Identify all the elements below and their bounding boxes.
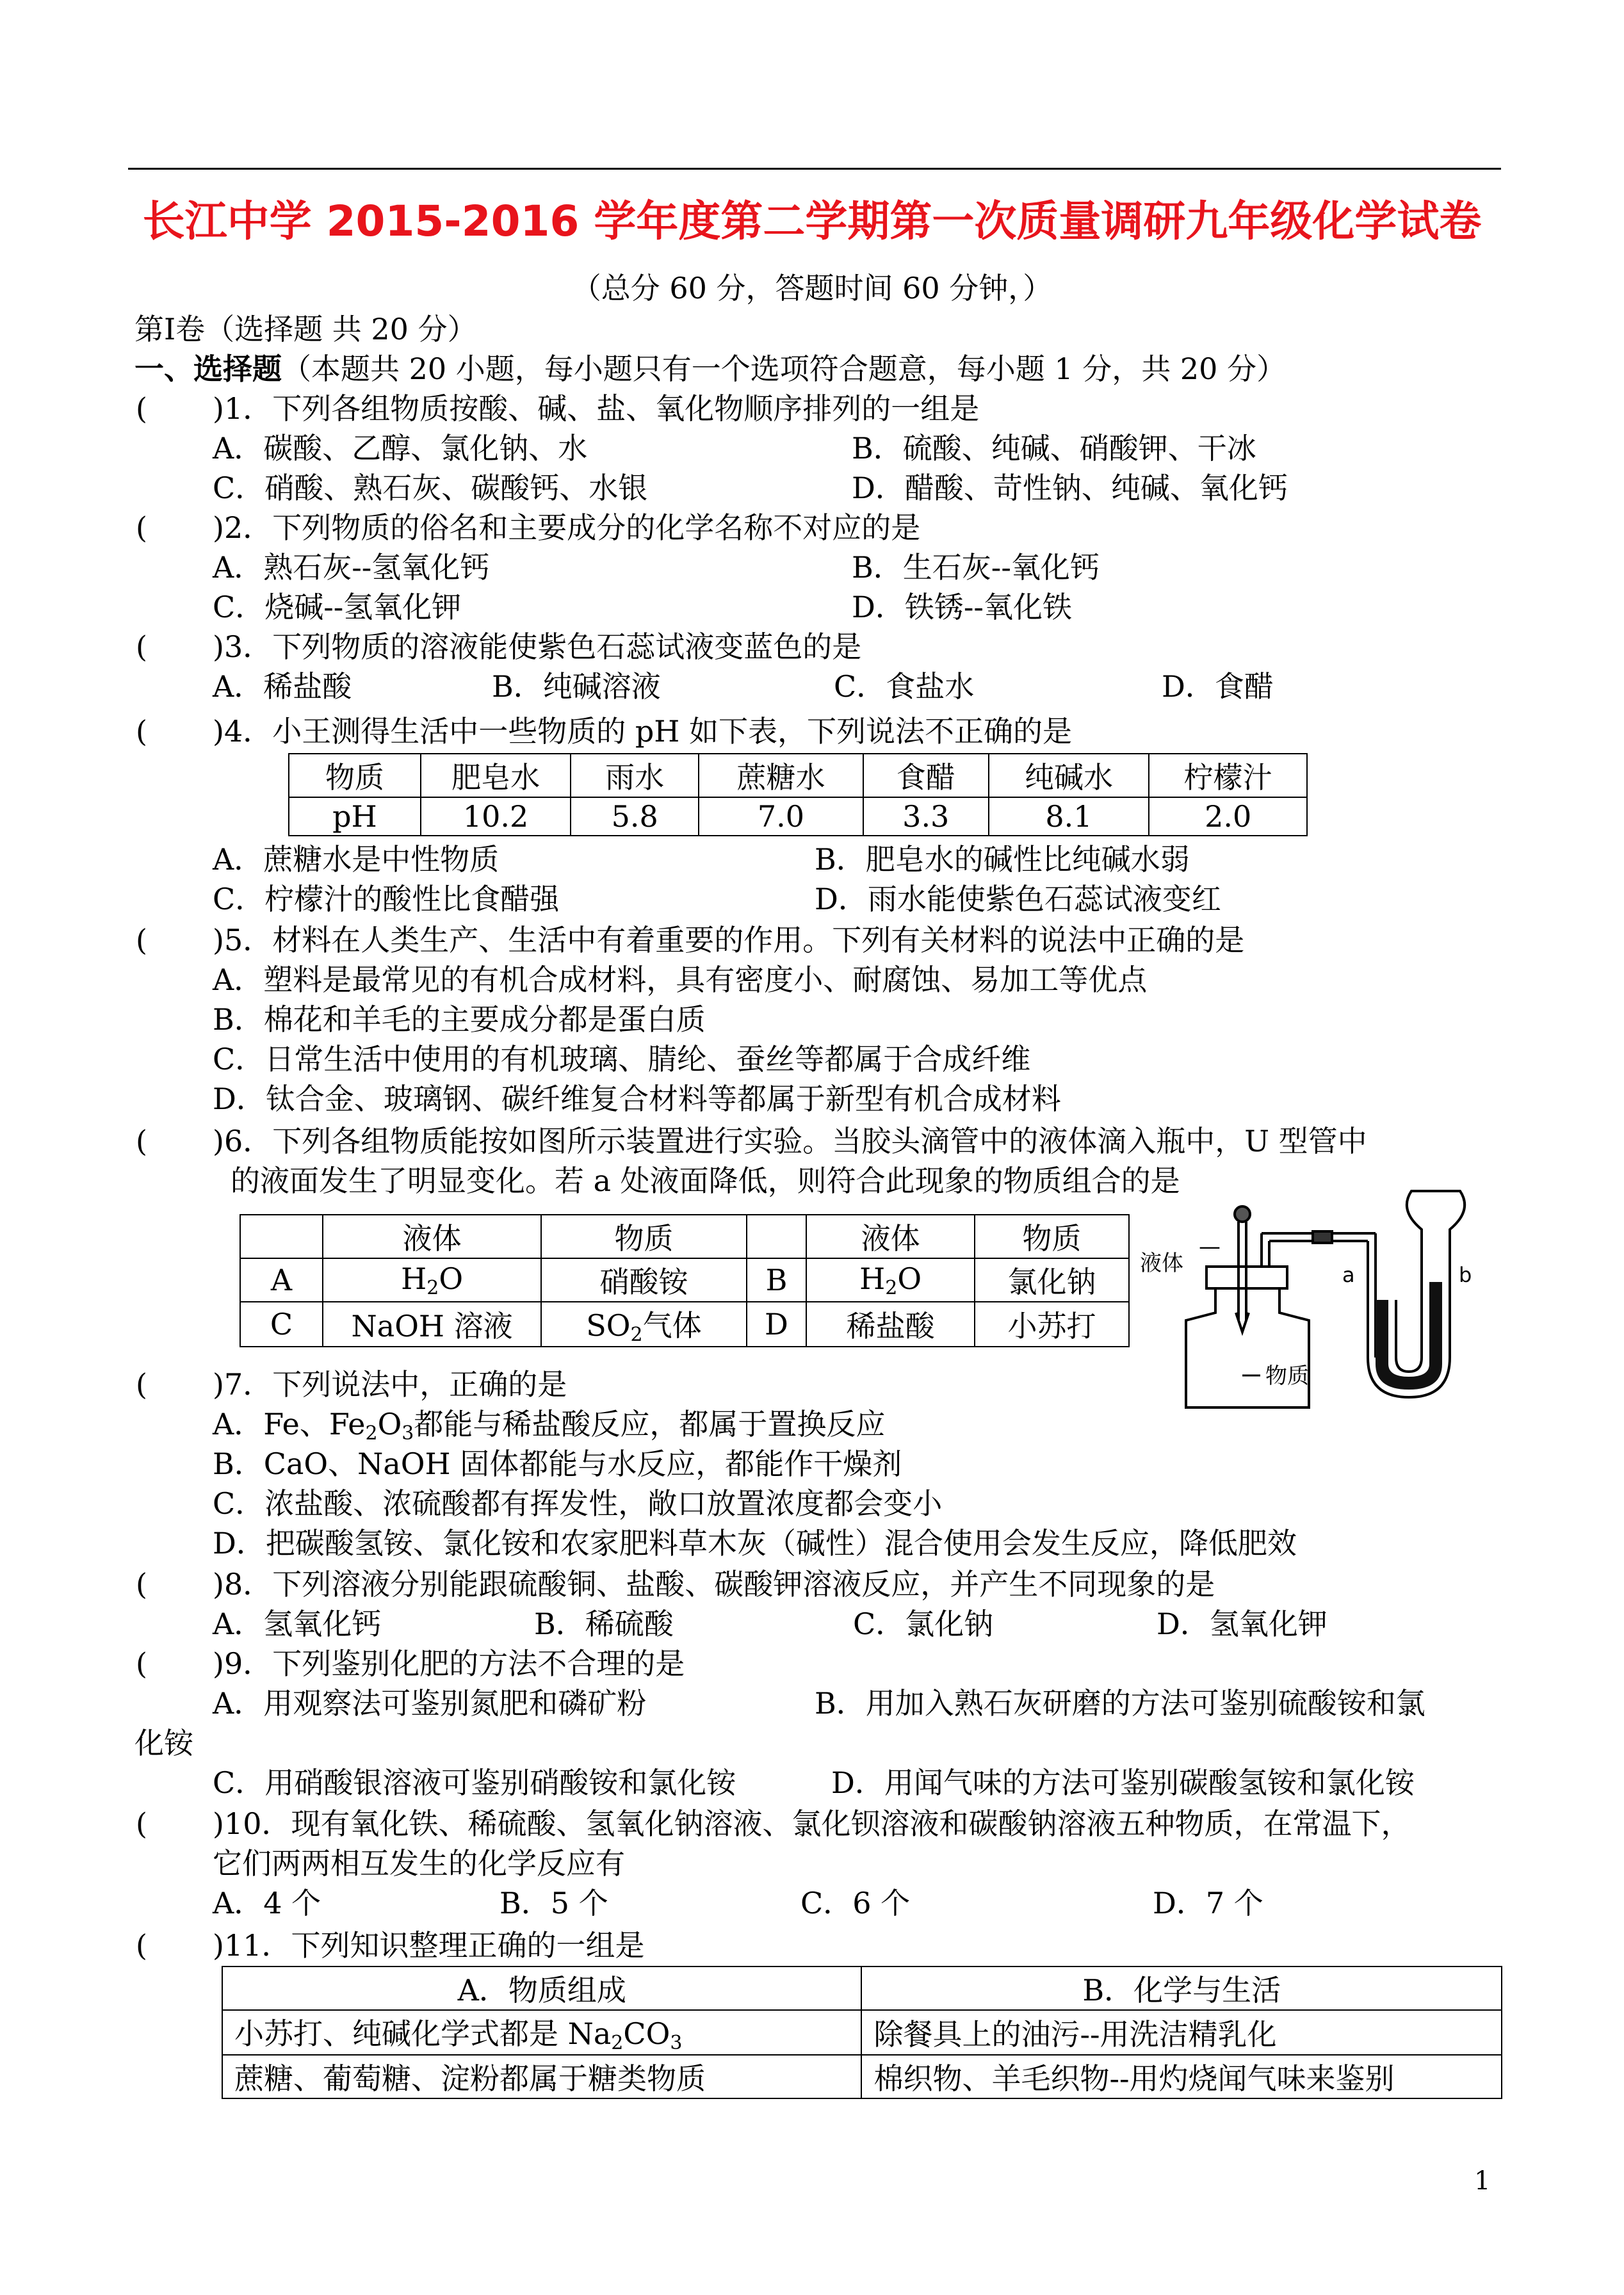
part-title: 一、选择题 <box>134 352 282 386</box>
table-cell: 3.3 <box>863 797 989 836</box>
table-row <box>240 1302 1129 1347</box>
q8-option-c: C．氯化钠 <box>853 1607 994 1641</box>
table-cell: 液体 <box>323 1215 541 1258</box>
q9-option-c: C．用硝酸银溶液可鉴别硝酸铵和氯化铵 <box>213 1765 736 1800</box>
table-cell: 小苏打、纯碱化学式都是 $Na_2CO_3$ <box>222 2010 861 2055</box>
q10-option-a: A．4 个 <box>213 1886 321 1920</box>
table-cell: 氯化钠 <box>975 1258 1129 1302</box>
table-cell: 物质 <box>975 1215 1129 1258</box>
page-number: 1 <box>1474 2166 1491 2196</box>
table-cell: 雨水 <box>571 754 699 797</box>
q5-stem: )5．材料在人类生产、生活中有着重要的作用。下列有关材料的说法中正确的是 <box>213 923 1245 957</box>
exam-title: 长江中学 2015-2016 学年度第二学期第一次质量调研九年级化学试卷 <box>142 197 1482 246</box>
table-cell: $H_2O$ <box>323 1258 541 1302</box>
table-cell <box>240 1215 323 1258</box>
q1-option-d: D．醋酸、苛性钠、纯碱、氧化钙 <box>852 471 1288 505</box>
table-cell <box>747 1215 806 1258</box>
table-cell: 物质 <box>289 754 421 797</box>
q2-option-b: B．生石灰--氧化钙 <box>852 550 1100 585</box>
table-row <box>240 1215 1129 1258</box>
q2-option-a: A．熟石灰--氢氧化钙 <box>213 550 490 585</box>
answer-paren: ( <box>136 714 147 749</box>
table-row <box>289 754 1307 797</box>
q11-stem: )11．下列知识整理正确的一组是 <box>213 1928 645 1963</box>
table-cell: B．化学与生活 <box>861 1967 1502 2010</box>
q10-option-b: B．5 个 <box>499 1886 608 1920</box>
q1-stem: )1．下列各组物质按酸、碱、盐、氧化物顺序排列的一组是 <box>213 391 980 426</box>
q1-option-b: B．硫酸、纯碱、硝酸钾、干冰 <box>852 431 1256 466</box>
answer-paren: ( <box>136 629 147 664</box>
q7-option-d: D．把碳酸氢铵、氯化铵和农家肥料草木灰（碱性）混合使用会发生反应，降低肥效 <box>213 1526 1297 1561</box>
q10-stem-line2: 它们两两相互发生的化学反应有 <box>213 1846 625 1881</box>
q7-option-c: C．浓盐酸、浓硫酸都有挥发性，敞口放置浓度都会变小 <box>213 1486 943 1521</box>
table-cell: 柠檬汁 <box>1149 754 1307 797</box>
apparatus-figure <box>1140 1172 1537 1415</box>
part-instructions <box>134 351 1286 387</box>
table-row <box>240 1258 1129 1302</box>
q2-option-c: C．烧碱--氢氧化钾 <box>213 590 462 624</box>
fig-label-b: b <box>1459 1263 1472 1287</box>
ph-table <box>288 753 1308 836</box>
table-cell: 10.2 <box>421 797 571 836</box>
q2-stem: )2．下列物质的俗名和主要成分的化学名称不对应的是 <box>213 510 921 545</box>
fig-pointer-liquid: — <box>1199 1234 1221 1260</box>
q4-option-c: C．柠檬汁的酸性比食醋强 <box>213 882 560 916</box>
header-rule <box>128 168 1501 170</box>
u-tube-liquid <box>1376 1282 1442 1390</box>
table-cell: 除餐具上的油污--用洗洁精乳化 <box>861 2010 1502 2055</box>
table-cell: 液体 <box>806 1215 975 1258</box>
table-cell: 棉织物、羊毛织物--用灼烧闻气味来鉴别 <box>861 2055 1502 2098</box>
q7-option-b: B．CaO、NaOH 固体都能与水反应，都能作干燥剂 <box>213 1447 902 1481</box>
q10-option-d: D．7 个 <box>1153 1886 1263 1920</box>
fig-label-substance: 物质 <box>1265 1363 1309 1389</box>
answer-paren: ( <box>136 1567 147 1602</box>
table-cell: B <box>747 1258 806 1302</box>
q4-option-b: B．肥皂水的碱性比纯碱水弱 <box>815 842 1190 877</box>
q3-option-b: B．纯碱溶液 <box>492 669 661 704</box>
q7-option-a: A．Fe、$Fe_2O_3$都能与稀盐酸反应，都属于置换反应 <box>213 1407 886 1445</box>
answer-paren: ( <box>136 1928 147 1963</box>
fig-label-liquid: 液体 <box>1140 1251 1183 1276</box>
q5-option-b: B．棉花和羊毛的主要成分都是蛋白质 <box>213 1002 706 1037</box>
q8-option-a: A．氢氧化钙 <box>213 1607 382 1641</box>
answer-paren: ( <box>136 923 147 957</box>
q6-table <box>240 1214 1130 1347</box>
q9-stem: )9．下列鉴别化肥的方法不合理的是 <box>213 1646 685 1681</box>
q4-option-d: D．雨水能使紫色石蕊试液变红 <box>815 882 1221 916</box>
q7-stem: )7．下列说法中，正确的是 <box>213 1367 567 1402</box>
q1-option-a: A．碳酸、乙醇、氯化钠、水 <box>213 431 588 466</box>
answer-paren: ( <box>136 1806 147 1841</box>
table-cell: 物质 <box>541 1215 747 1258</box>
table-cell: A．物质组成 <box>222 1967 861 2010</box>
table-cell: D <box>747 1302 806 1347</box>
q3-option-d: D．食醋 <box>1162 669 1274 704</box>
table-cell: A <box>240 1258 323 1302</box>
q8-stem: )8．下列溶液分别能跟硫酸铜、盐酸、碳酸钾溶液反应，并产生不同现象的是 <box>213 1567 1215 1602</box>
part-desc: （本题共 20 小题，每小题只有一个选项符合题意，每小题 1 分，共 20 分） <box>282 352 1287 386</box>
table-cell: 食醋 <box>863 754 989 797</box>
q9-option-a: A．用观察法可鉴别氮肥和磷矿粉 <box>213 1686 647 1721</box>
table-cell: 稀盐酸 <box>806 1302 975 1347</box>
q8-option-d: D．氢氧化钾 <box>1157 1607 1328 1641</box>
q4-option-a: A．蔗糖水是中性物质 <box>213 842 499 877</box>
answer-paren: ( <box>136 510 147 545</box>
table-cell: 5.8 <box>571 797 699 836</box>
answer-paren: ( <box>136 1646 147 1681</box>
table-row <box>222 2010 1502 2055</box>
q5-option-a: A．塑料是最常见的有机合成材料，具有密度小、耐腐蚀、易加工等优点 <box>213 962 1148 997</box>
table-cell: 蔗糖水 <box>699 754 863 797</box>
q10-option-c: C．6 个 <box>800 1886 911 1920</box>
fig-label-a: a <box>1342 1263 1355 1287</box>
q1-option-c: C．硝酸、熟石灰、碳酸钙、水银 <box>213 471 648 505</box>
table-cell: $H_2O$ <box>806 1258 975 1302</box>
answer-paren: ( <box>136 391 147 426</box>
table-row <box>222 1967 1502 2010</box>
q3-stem: )3．下列物质的溶液能使紫色石蕊试液变蓝色的是 <box>213 629 862 664</box>
q5-option-d: D．钛合金、玻璃钢、碳纤维复合材料等都属于新型有机合成材料 <box>213 1082 1061 1116</box>
q3-option-c: C．食盐水 <box>834 669 975 704</box>
section-heading: 第Ⅰ卷（选择题 共 20 分） <box>134 312 477 346</box>
answer-paren: ( <box>136 1124 147 1158</box>
table-cell: 小苏打 <box>975 1302 1129 1347</box>
table-cell: 纯碱水 <box>989 754 1149 797</box>
table-row <box>289 797 1307 836</box>
q8-option-b: B．稀硫酸 <box>534 1607 674 1641</box>
q5-option-c: C．日常生活中使用的有机玻璃、腈纶、蚕丝等都属于合成纤维 <box>213 1042 1031 1076</box>
table-cell: 7.0 <box>699 797 863 836</box>
q4-stem: )4．小王测得生活中一些物质的 pH 如下表，下列说法不正确的是 <box>213 714 1073 749</box>
table-cell: C <box>240 1302 323 1347</box>
table-cell: 硝酸铵 <box>541 1258 747 1302</box>
table-cell: 肥皂水 <box>421 754 571 797</box>
q3-option-a: A．稀盐酸 <box>213 669 352 704</box>
exam-subtitle: （总分 60 分，答题时间 60 分钟，） <box>571 271 1053 305</box>
q11-table <box>222 1966 1502 2099</box>
q6-stem-line1: )6．下列各组物质能按如图所示装置进行实验。当胶头滴管中的液体滴入瓶中，U 型管中 <box>213 1124 1367 1158</box>
q2-option-d: D．铁锈--氧化铁 <box>852 590 1072 624</box>
table-cell: pH <box>289 797 421 836</box>
table-cell: $SO_2$气体 <box>541 1302 747 1347</box>
q9-option-b: B．用加入熟石灰研磨的方法可鉴别硫酸铵和氯 <box>815 1686 1425 1721</box>
q9-option-b-continued: 化铵 <box>134 1726 193 1760</box>
table-cell: 8.1 <box>989 797 1149 836</box>
table-row <box>222 2055 1502 2098</box>
answer-paren: ( <box>136 1367 147 1402</box>
q6-stem-line2: 的液面发生了明显变化。若 a 处液面降低，则符合此现象的物质组合的是 <box>231 1164 1180 1198</box>
table-cell: NaOH 溶液 <box>323 1302 541 1347</box>
q10-stem-line1: )10．现有氧化铁、稀硫酸、氢氧化钠溶液、氯化钡溶液和碳酸钠溶液五种物质，在常温下， <box>213 1806 1411 1841</box>
q9-option-d: D．用闻气味的方法可鉴别碳酸氢铵和氯化铵 <box>831 1765 1415 1800</box>
table-cell: 2.0 <box>1149 797 1307 836</box>
table-cell: 蔗糖、葡萄糖、淀粉都属于糖类物质 <box>222 2055 861 2098</box>
